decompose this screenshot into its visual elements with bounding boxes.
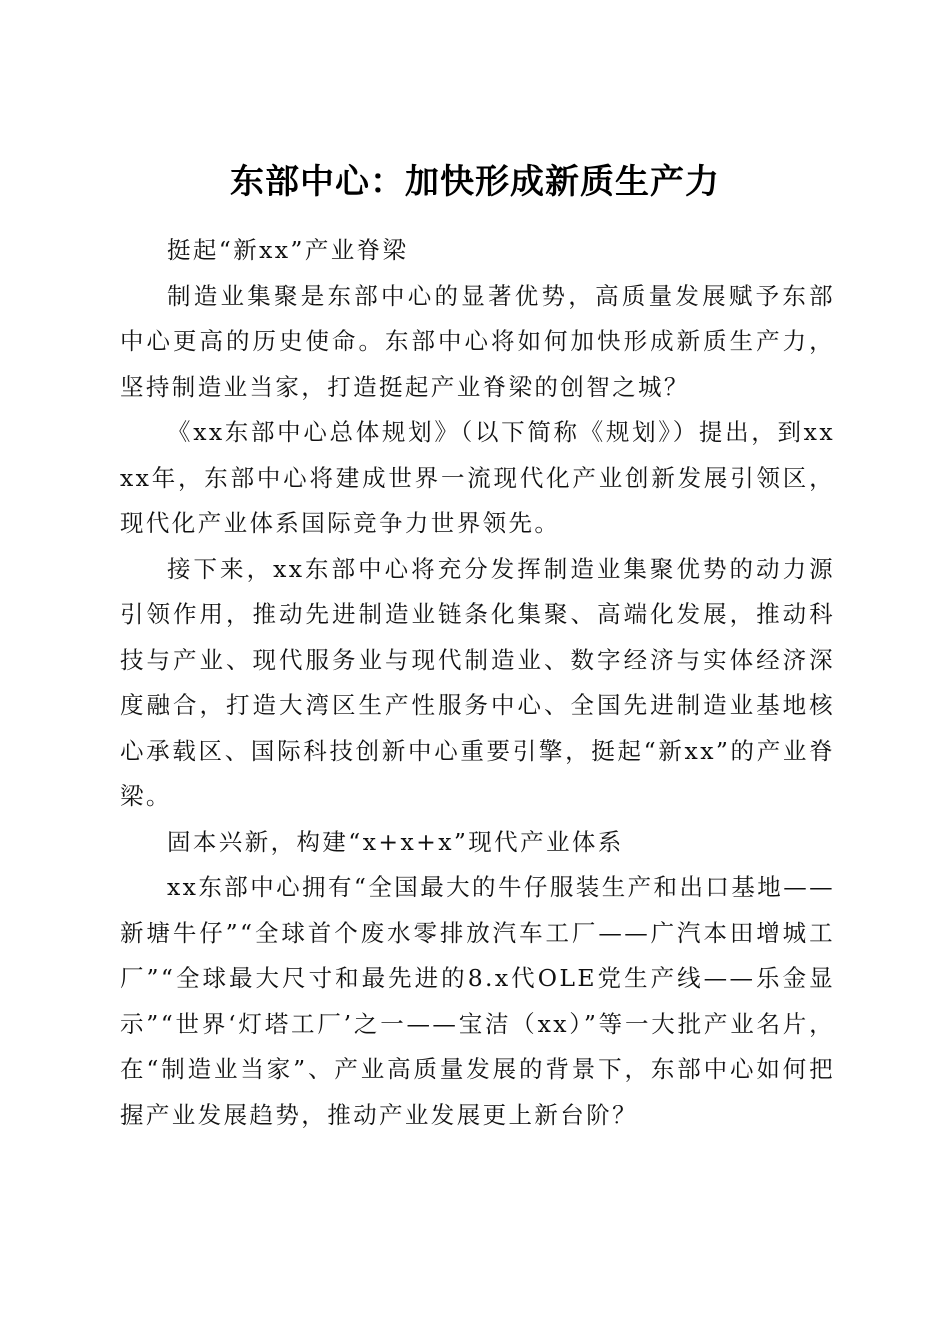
document-title: 东部中心：加快形成新质生产力 — [230, 161, 720, 202]
paragraph: 《xx东部中心总体规划》（以下简称《规划》）提出，到xxxx年，东部中心将建成世界一流现代化产业创新发展引领区，现代化产业体系国际竞争力世界领先。 — [120, 418, 835, 537]
paragraph: 接下来，xx东部中心将充分发挥制造业集聚优势的动力源引领作用，推动先进制造业链条化集聚、高端化发展，推动科技与产业、现代服务业与现代制造业、数字经济与实体经济深度融合，打造大湾区生产性服务中心、全国先进制造业基地核心承载区、国际科技创新中心重要引擎，挺起“新xx”的产业脊梁。 — [120, 554, 835, 810]
paragraph: 制造业集聚是东部中心的显著优势，高质量发展赋予东部中心更高的历史使命。东部中心将如何加快形成新质生产力，坚持制造业当家，打造挺起产业脊梁的创智之城？ — [120, 281, 835, 401]
document-body — [120, 228, 835, 1138]
paragraph: xx东部中心拥有“全国最大的牛仔服装生产和出口基地——新塘牛仔”“全球首个废水零排放汽车工厂——广汽本田增城工厂”“全球最大尺寸和最先进的8.x代OLE党生产线——乐金显示”“世界‘灯塔工厂’之一——宝洁（xx）”等一大批产业名片，在“制造业当家”、产业高质量发展的背景下，东部中心如何把握产业发展趋势，推动产业发展更上新台阶？ — [120, 873, 835, 1129]
section-heading: 挺起“新xx”产业脊梁 — [167, 236, 409, 264]
section-heading: 固本兴新，构建“x+x+x”现代产业体系 — [167, 827, 624, 856]
